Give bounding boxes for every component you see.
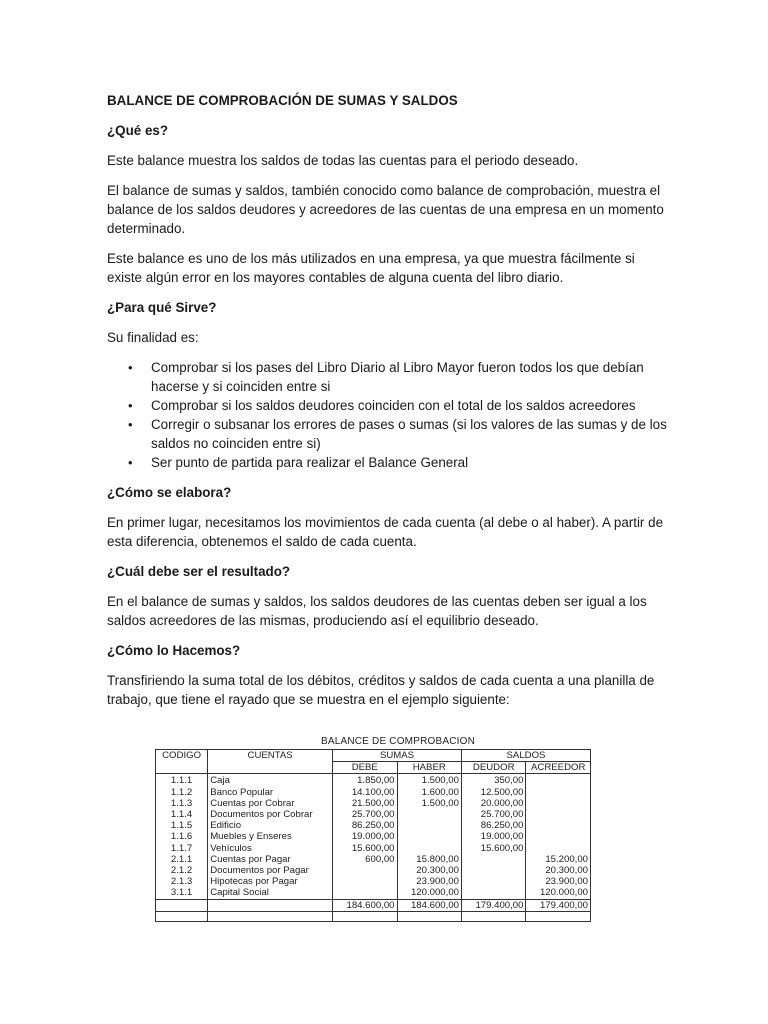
table-row — [156, 787, 591, 798]
cell-debe: 600,00 — [333, 854, 397, 865]
section-heading-para-que-sirve: ¿Para qué Sirve? — [107, 300, 217, 315]
cell-account — [208, 899, 333, 911]
cell-account: Caja — [208, 774, 333, 787]
section-heading-que-es: ¿Qué es? — [107, 123, 169, 138]
cell-debe: 25.700,00 — [333, 809, 397, 820]
list-item-text: Comprobar si los saldos deudores coinciden con el total de los saldos acreedores — [151, 398, 636, 413]
cell-deudor — [461, 876, 525, 887]
document-title: BALANCE DE COMPROBACIÓN DE SUMAS Y SALDOS — [107, 93, 458, 108]
cell-haber — [397, 820, 461, 831]
bullet-icon: • — [128, 360, 133, 375]
total-deudor: 179.400,00 — [461, 899, 525, 911]
paragraph: El balance de sumas y saldos, también conocido como balance de comprobación, muestra el balance de los saldos deudores y acreedores de las cuentas de una empresa en un momento determinado. — [107, 183, 664, 236]
table-row — [156, 809, 591, 820]
cell-acreedor: 15.200,00 — [526, 854, 591, 865]
cell-code: 2.1.2 — [156, 865, 208, 876]
cell-debe: 19.000,00 — [333, 831, 397, 842]
header-sumas: SUMAS — [333, 750, 462, 762]
table-row — [156, 887, 591, 899]
table-row — [156, 865, 591, 876]
cell-account: Cuentas por Cobrar — [208, 798, 333, 809]
header-codigo: CODIGO — [156, 750, 208, 774]
paragraph: En el balance de sumas y saldos, los saldos deudores de las cuentas deben ser igual a los saldos acreedores de las mismas, produciendo así el equilibrio deseado. — [107, 594, 647, 628]
list-item — [128, 358, 668, 396]
cell-acreedor — [526, 831, 591, 842]
cell-haber — [397, 843, 461, 854]
paragraph: Su finalidad es: — [107, 330, 199, 345]
bullet-list — [107, 358, 668, 472]
blank-cell — [333, 911, 397, 921]
cell-code — [156, 899, 208, 911]
cell-haber — [397, 831, 461, 842]
bullet-icon: • — [128, 417, 133, 432]
cell-debe: 15.600,00 — [333, 843, 397, 854]
cell-haber: 20.300,00 — [397, 865, 461, 876]
cell-haber — [397, 809, 461, 820]
paragraph: Este balance muestra los saldos de todas las cuentas para el periodo deseado. — [107, 153, 579, 168]
bullet-icon: • — [128, 455, 133, 470]
paragraph: En primer lugar, necesitamos los movimientos de cada cuenta (al debe o al haber). A partir de esta diferencia, obtenemos el saldo de cada cuenta. — [107, 515, 664, 549]
cell-debe: 21.500,00 — [333, 798, 397, 809]
cell-acreedor — [526, 820, 591, 831]
header-cuentas: CUENTAS — [208, 750, 333, 774]
cell-account: Banco Popular — [208, 787, 333, 798]
header-saldos: SALDOS — [461, 750, 590, 762]
cell-code: 2.1.1 — [156, 854, 208, 865]
table-row — [156, 843, 591, 854]
cell-haber: 120.000,00 — [397, 887, 461, 899]
cell-account: Muebles y Enseres — [208, 831, 333, 842]
section-heading-como-se-elabora: ¿Cómo se elabora? — [107, 485, 232, 500]
cell-haber: 1.500,00 — [397, 798, 461, 809]
cell-account: Cuentas por Pagar — [208, 854, 333, 865]
cell-acreedor: 20.300,00 — [526, 865, 591, 876]
cell-code: 1.1.3 — [156, 798, 208, 809]
list-item-text: Corregir o subsanar los errores de pases o sumas (si los valores de las sumas y de los saldos no coinciden entre si) — [151, 417, 667, 451]
table-row — [156, 774, 591, 787]
cell-acreedor — [526, 774, 591, 787]
table-title: BALANCE DE COMPROBACION — [320, 736, 476, 747]
blank-cell — [156, 911, 208, 921]
cell-code: 1.1.5 — [156, 820, 208, 831]
cell-acreedor: 23.900,00 — [526, 876, 591, 887]
table-row — [156, 876, 591, 887]
list-item — [128, 415, 668, 453]
header-acreedor: ACREEDOR — [526, 762, 591, 774]
header-deudor: DEUDOR — [461, 762, 525, 774]
cell-deudor — [461, 887, 525, 899]
header-haber: HABER — [397, 762, 461, 774]
bullet-icon: • — [128, 398, 133, 413]
list-item-text: Ser punto de partida para realizar el Balance General — [151, 455, 469, 470]
cell-debe: 14.100,00 — [333, 787, 397, 798]
cell-code: 1.1.6 — [156, 831, 208, 842]
cell-deudor: 12.500,00 — [461, 787, 525, 798]
cell-code: 1.1.7 — [156, 843, 208, 854]
cell-debe — [333, 876, 397, 887]
blank-row — [156, 911, 591, 921]
balance-table — [155, 749, 591, 922]
cell-deudor: 350,00 — [461, 774, 525, 787]
cell-acreedor: 120.000,00 — [526, 887, 591, 899]
blank-cell — [397, 911, 461, 921]
cell-deudor: 25.700,00 — [461, 809, 525, 820]
table-row — [156, 798, 591, 809]
table-body — [156, 774, 591, 921]
cell-deudor: 20.000,00 — [461, 798, 525, 809]
cell-deudor — [461, 865, 525, 876]
cell-haber: 15.800,00 — [397, 854, 461, 865]
cell-account: Vehículos — [208, 843, 333, 854]
cell-deudor — [461, 854, 525, 865]
cell-code: 3.1.1 — [156, 887, 208, 899]
cell-deudor: 15.600,00 — [461, 843, 525, 854]
cell-haber: 23.900,00 — [397, 876, 461, 887]
cell-account: Edificio — [208, 820, 333, 831]
cell-acreedor — [526, 798, 591, 809]
section-heading-resultado: ¿Cuál debe ser el resultado? — [107, 564, 291, 579]
table-row — [156, 854, 591, 865]
cell-account: Documentos por Pagar — [208, 865, 333, 876]
total-debe: 184.600,00 — [333, 899, 397, 911]
cell-debe — [333, 865, 397, 876]
list-item — [128, 396, 668, 415]
paragraph: Transfiriendo la suma total de los débitos, créditos y saldos de cada cuenta a una planilla de trabajo, que tiene el rayado que se muestra en el ejemplo siguiente: — [107, 673, 655, 707]
blank-cell — [526, 911, 591, 921]
cell-debe — [333, 887, 397, 899]
blank-cell — [208, 911, 333, 921]
section-heading-como-lo-hacemos: ¿Cómo lo Hacemos? — [107, 643, 241, 658]
cell-code: 2.1.3 — [156, 876, 208, 887]
cell-code: 1.1.1 — [156, 774, 208, 787]
table-row — [156, 820, 591, 831]
cell-debe: 86.250,00 — [333, 820, 397, 831]
cell-account: Documentos por Cobrar — [208, 809, 333, 820]
balance-table-figure — [155, 735, 591, 922]
totals-row — [156, 899, 591, 911]
header-debe: DEBE — [333, 762, 397, 774]
total-acreedor: 179.400,00 — [526, 899, 591, 911]
cell-code: 1.1.2 — [156, 787, 208, 798]
cell-deudor: 86.250,00 — [461, 820, 525, 831]
cell-acreedor — [526, 809, 591, 820]
cell-code: 1.1.4 — [156, 809, 208, 820]
cell-account: Hipotecas por Pagar — [208, 876, 333, 887]
cell-acreedor — [526, 787, 591, 798]
paragraph: Este balance es uno de los más utilizados en una empresa, ya que muestra fácilmente si existe algún error en los mayores contables de alguna cuenta del libro diario. — [107, 251, 635, 285]
cell-haber: 1.600,00 — [397, 787, 461, 798]
list-item-text: Comprobar si los pases del Libro Diario al Libro Mayor fueron todos los que debían hacerse y si coinciden entre si — [151, 360, 644, 394]
cell-haber: 1.500,00 — [397, 774, 461, 787]
list-item — [128, 453, 668, 472]
table-row — [156, 831, 591, 842]
total-haber: 184.600,00 — [397, 899, 461, 911]
cell-acreedor — [526, 843, 591, 854]
cell-deudor: 19.000,00 — [461, 831, 525, 842]
cell-debe: 1.850,00 — [333, 774, 397, 787]
blank-cell — [461, 911, 525, 921]
cell-account: Capital Social — [208, 887, 333, 899]
